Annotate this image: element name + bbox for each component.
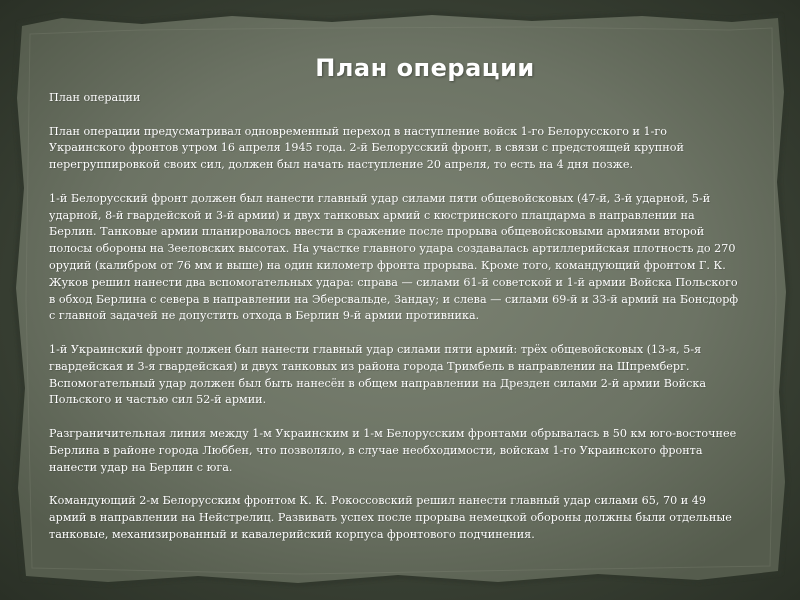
paragraph-1st-belorussian-front: 1-й Белорусский фронт должен был нанести главный удар силами пяти общевойсковых (47-й, 3-й ударной, 5-й ударной, 8-й гвардейской и 3-й армии) и двух танковых армий с кюстринского плацдарма в направлении на Берлин. Танковые армии планировалось ввести в сражение после прорыва общевойсковыми армиями второй полосы обороны на Зееловских высотах. На участке главного удара создавалась артиллерийская плотность до 270 орудий (калибром от 76 мм и выше) на один километр фронта прорыва. Кроме того, командующий фронтом Г. К. Жуков решил нанести два вспомогательных удара: справа — силами 61-й советской и 1-й армии Войска Польского в обход Берлина с севера в направлении на Эберсвальде, Зандау; и слева — силами 69-й и 33-й армий на Бонсдорф с главной задачей не допустить отхода в Берлин 9-й армии противника. xyxy=(49,191,739,323)
slide-title: План операции xyxy=(315,54,535,82)
paragraph-demarcation-line: Разграничительная линия между 1-м Украинским и 1-м Белорусским фронтами обрывалась в 50 км юго-восточнее Берлина в районе города Люббен, что позволяло, в случае необходимости, войскам 1-го Украинского фронта нанести удар на Берлин с юга. xyxy=(49,426,737,474)
paragraph-2nd-belorussian-front: Командующий 2-м Белорусским фронтом К. К. Рокоссовский решил нанести главный удар силами 65, 70 и 49 армий в направлении на Нейстрелиц. Развивать успех после прорыва немецкой обороны должны были отдельные танковые, механизированный и кавалерийский корпуса фронтового подчинения. xyxy=(49,494,732,541)
section-subheading: План операции xyxy=(49,91,141,104)
paragraph-1st-ukrainian-front: 1-й Украинский фронт должен был нанести главный удар силами пяти армий: трёх общевойсковых (13-я, 5-я гвардейская и 3-я гвардейская) и двух танковых из района города Тримбель в направлении на Шпремберг. Вспомогательный удар должен был быть нанесён в общем направлении на Дрезден силами 2-й армии Войска Польского и частью сил 52-й армии. xyxy=(49,342,707,407)
slide-body xyxy=(49,90,739,560)
paragraph-overview: План операции предусматривал одновременный переход в наступление войск 1-го Белорусского и 1-го Украинского фронтов утром 16 апреля 1945 года. 2-й Белорусский фронт, в связи с предстоящей крупной перегруппировкой своих сил, должен был начать наступление 20 апреля, то есть на 4 дня позже. xyxy=(49,124,684,172)
